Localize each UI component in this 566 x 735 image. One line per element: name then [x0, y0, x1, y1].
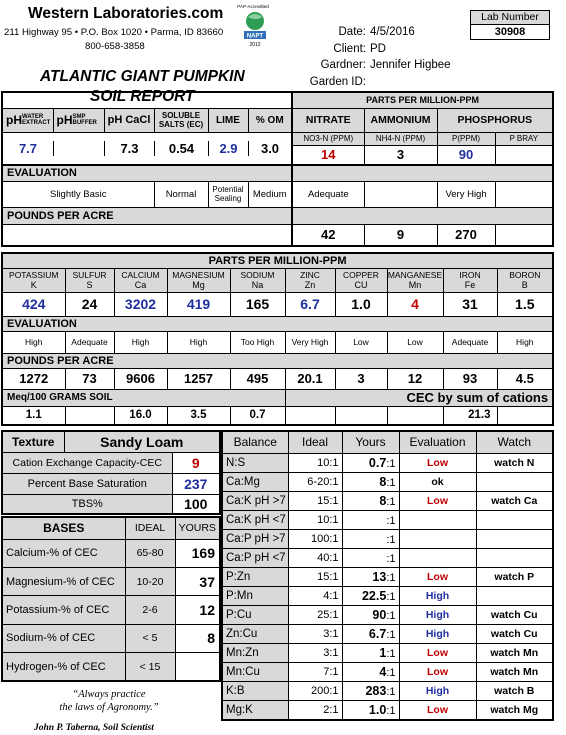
balance-eval: Low	[399, 662, 476, 681]
balance-watch: watch Mg	[476, 700, 553, 720]
micro-eval: Low	[387, 331, 443, 353]
balance-yours-cell	[342, 491, 399, 510]
micro-meq: 21.3	[443, 406, 497, 425]
bases-row	[2, 539, 220, 567]
balance-name: Ca:K pH >7	[222, 491, 288, 510]
balance-yours: 8	[379, 474, 387, 489]
micro-eval: High	[2, 331, 65, 353]
balance-row	[222, 662, 553, 681]
micro-ppa: 495	[230, 368, 285, 389]
micro-head-symbol: Zn	[304, 280, 316, 290]
balance-head-yours: Yours	[342, 431, 399, 453]
base-name: Calcium-% of CEC	[2, 539, 125, 567]
eval-ph: Slightly Basic	[2, 181, 154, 207]
tbs-label: TBS%	[2, 494, 172, 514]
micro-head-name: SULFUR	[72, 270, 107, 280]
micro-value-row	[2, 292, 553, 316]
balance-row	[222, 567, 553, 586]
phosphorus-head: PHOSPHORUS	[437, 108, 553, 132]
balance-name: Ca:P pH >7	[222, 529, 288, 548]
eval-p: Very High	[437, 181, 495, 207]
bases-head: BASES	[2, 517, 125, 539]
balance-row	[222, 643, 553, 662]
micro-meq: 3.5	[167, 406, 230, 425]
balance-ideal: 3:1	[288, 643, 342, 662]
base-yours: 12	[175, 596, 220, 624]
micro-head-name: MANGANESE	[387, 270, 443, 280]
micro-head-symbol: Fe	[464, 280, 476, 290]
ppm-header-micro: PARTS PER MILLION-PPM	[2, 253, 553, 268]
balance-yours-cell	[342, 529, 399, 548]
micro-head-symbol: CU	[354, 280, 368, 290]
micro-value: 31	[443, 292, 497, 316]
balance-ideal: 10:1	[288, 453, 342, 472]
balance-head-watch: Watch	[476, 431, 553, 453]
balance-watch: watch Cu	[476, 624, 553, 643]
agronomy-quote	[0, 688, 218, 714]
balance-name: Ca:P pH <7	[222, 548, 288, 567]
balance-name: K:B	[222, 681, 288, 700]
ppa-no3: 42	[292, 224, 364, 246]
balance-name: Ca:Mg	[222, 472, 288, 491]
micro-value: 424	[2, 292, 65, 316]
balance-watch: watch Mn	[476, 643, 553, 662]
micro-head-symbol: B	[521, 280, 528, 290]
yours-head: YOURS	[175, 517, 220, 539]
micro-value: 419	[167, 292, 230, 316]
base-ideal: 65-80	[125, 539, 175, 567]
ph-water-head: pHWATER EXTRACT	[2, 108, 53, 132]
ratio-suffix: :1	[386, 590, 396, 603]
ideal-head: IDEAL	[125, 517, 175, 539]
balance-eval: High	[399, 681, 476, 700]
ratio-suffix: :1	[386, 495, 396, 508]
balance-yours-cell	[342, 510, 399, 529]
balance-row	[222, 472, 553, 491]
balance-yours-cell	[342, 453, 399, 472]
lab-number-value: 30908	[470, 25, 550, 40]
balance-row	[222, 624, 553, 643]
lab-number-box	[470, 10, 550, 40]
balance-ideal: 3:1	[288, 624, 342, 643]
micro-head-name: COPPER	[343, 270, 379, 280]
bases-row	[2, 624, 220, 652]
balance-eval: Low	[399, 453, 476, 472]
balance-watch: watch Ca	[476, 491, 553, 510]
ammonium-head: AMMONIUM	[364, 108, 437, 132]
balance-name: Mn:Cu	[222, 662, 288, 681]
balance-head-balance: Balance	[222, 431, 288, 453]
lab-number-label: Lab Number	[470, 10, 550, 25]
ratio-suffix: :1	[386, 704, 396, 717]
balance-eval: Low	[399, 491, 476, 510]
micro-head-symbol: Na	[251, 280, 264, 290]
micro-ppa: 1257	[167, 368, 230, 389]
micro-head-b	[497, 268, 553, 292]
balance-yours: 1	[379, 645, 387, 660]
lime-value: 2.9	[209, 141, 249, 156]
base-yours: 37	[175, 567, 220, 595]
base-ideal: 2-6	[125, 596, 175, 624]
micro-ppa: 9606	[114, 368, 167, 389]
micro-value: 1.0	[335, 292, 387, 316]
ph-value-spacer	[2, 132, 292, 165]
gardenid-value	[366, 74, 370, 91]
company-name: Western Laboratories.com	[28, 5, 224, 22]
balance-name: Mn:Zn	[222, 643, 288, 662]
micro-ppa: 93	[443, 368, 497, 389]
lime-head: LIME	[208, 108, 248, 132]
bases-row	[2, 567, 220, 595]
eval-pbray	[495, 181, 553, 207]
micro-meq: 1.1	[2, 406, 65, 425]
balance-eval: Low	[399, 700, 476, 720]
ratio-suffix: :1	[386, 647, 396, 660]
balance-yours: 283	[365, 683, 387, 698]
balance-yours: 4	[379, 664, 387, 679]
ph-smp-head: pHSMP BUFFER	[53, 108, 104, 132]
client-label: Client:	[333, 42, 366, 55]
balance-row	[222, 510, 553, 529]
balance-table	[221, 430, 554, 721]
balance-eval: Low	[399, 567, 476, 586]
balance-name: P:Zn	[222, 567, 288, 586]
balance-watch: watch Mn	[476, 662, 553, 681]
micro-head-name: IRON	[459, 270, 481, 280]
micro-meq	[285, 406, 335, 425]
micro-eval: High	[114, 331, 167, 353]
micro-value: 1.5	[497, 292, 553, 316]
balance-ideal: 100:1	[288, 529, 342, 548]
base-name: Magnesium-% of CEC	[2, 567, 125, 595]
balance-row	[222, 453, 553, 472]
balance-yours: 1.0	[368, 702, 387, 717]
date-label: Date:	[338, 26, 366, 38]
bases-row	[2, 653, 220, 681]
micro-ppa: 73	[65, 368, 114, 389]
micro-ppa: 20.1	[285, 368, 335, 389]
cec-sum-label: CEC by sum of cations	[285, 389, 553, 406]
napt-year: 2012	[249, 42, 261, 48]
evaluation-label-micro: EVALUATION	[2, 316, 553, 331]
texture-value: Sandy Loam	[64, 431, 220, 452]
balance-name: Ca:K pH <7	[222, 510, 288, 529]
p-value: 90	[437, 145, 495, 165]
balance-ideal: 2:1	[288, 700, 342, 720]
report-title-line2: SOIL REPORT	[90, 88, 195, 105]
balance-row	[222, 529, 553, 548]
top-soil-table	[1, 91, 554, 247]
no3-head: NO3-N (PPM)	[292, 132, 364, 145]
napt-label: NAPT	[246, 33, 264, 40]
balance-watch: watch B	[476, 681, 553, 700]
gardner-label: Gardner:	[320, 59, 366, 71]
micro-head-symbol: Mn	[408, 280, 422, 290]
micro-eval: Too High	[230, 331, 285, 353]
balance-watch	[476, 548, 553, 567]
ph-cacl-head: pH CaCl	[104, 108, 154, 132]
micro-head-mn	[387, 268, 443, 292]
base-ideal: 10-20	[125, 567, 175, 595]
balance-name: Zn:Cu	[222, 624, 288, 643]
ratio-suffix: :1	[386, 476, 396, 489]
balance-yours: 6.7	[368, 626, 387, 641]
balance-watch: watch Cu	[476, 605, 553, 624]
balance-head-row	[222, 431, 553, 453]
micro-meq-row	[2, 406, 553, 425]
micro-ppa-row	[2, 368, 553, 389]
base-ideal: < 5	[125, 624, 175, 652]
balance-yours-cell	[342, 681, 399, 700]
balance-ideal: 15:1	[288, 567, 342, 586]
micro-meq	[387, 406, 443, 425]
balance-name: P:Cu	[222, 605, 288, 624]
balance-name: N:S	[222, 453, 288, 472]
ratio-suffix: :1	[386, 552, 396, 565]
micro-head-symbol: Ca	[134, 280, 147, 290]
company-phone: 800-658-3858	[85, 41, 145, 52]
micro-meq	[497, 406, 553, 425]
client-value: PD	[370, 42, 386, 55]
ppm-header-top: PARTS PER MILLION-PPM	[292, 92, 553, 108]
balance-yours-cell	[342, 643, 399, 662]
balance-watch	[476, 586, 553, 605]
ratio-suffix: :1	[386, 533, 396, 546]
gardenid-label: Garden ID:	[309, 75, 366, 88]
ratio-suffix: :1	[386, 628, 396, 641]
micro-head-name: ZINC	[300, 270, 320, 280]
quote-line-2: the laws of Agronomy.”	[59, 702, 159, 713]
balance-row	[222, 491, 553, 510]
micro-head-fe	[443, 268, 497, 292]
micro-head-zn	[285, 268, 335, 292]
base-yours	[175, 653, 220, 681]
micro-ppa: 12	[387, 368, 443, 389]
signature-line: John P. Taberna, Soil Scientist	[34, 723, 154, 733]
balance-ideal: 10:1	[288, 510, 342, 529]
balance-yours-cell	[342, 662, 399, 681]
nitrate-head: NITRATE	[292, 108, 364, 132]
ratio-suffix: :1	[386, 514, 396, 527]
eval-lime: Potential Sealing	[208, 181, 248, 207]
micro-head-name: MAGNESIUM	[172, 270, 225, 280]
balance-eval	[399, 529, 476, 548]
eval-om: Medium	[248, 181, 292, 207]
balance-row	[222, 700, 553, 720]
micro-eval: Low	[335, 331, 387, 353]
balance-yours: 22.5	[361, 588, 387, 603]
balance-ideal: 25:1	[288, 605, 342, 624]
micro-head-cu	[335, 268, 387, 292]
base-ideal: < 15	[125, 653, 175, 681]
balance-yours: 0.7	[368, 455, 387, 470]
balance-eval: ok	[399, 472, 476, 491]
soluble-salts-head: SOLUBLE SALTS (EC)	[154, 108, 208, 132]
micro-head-row	[2, 268, 553, 292]
date-value: 4/5/2016	[370, 26, 415, 38]
micro-head-ca	[114, 268, 167, 292]
balance-watch	[476, 510, 553, 529]
balance-ideal: 4:1	[288, 586, 342, 605]
balance-ideal: 200:1	[288, 681, 342, 700]
balance-row	[222, 586, 553, 605]
cec-label: Cation Exchange Capacity-CEC	[2, 452, 172, 473]
balance-watch	[476, 529, 553, 548]
ratio-suffix: :1	[386, 685, 396, 698]
micro-head-symbol: S	[86, 280, 93, 290]
balance-row	[222, 548, 553, 567]
texture-cec-table	[1, 430, 221, 515]
balance-yours-cell	[342, 700, 399, 720]
micro-meq	[65, 406, 114, 425]
balance-eval	[399, 510, 476, 529]
ppa-label-top: POUNDS PER ACRE	[2, 207, 292, 224]
ppa-p: 270	[437, 224, 495, 246]
ratio-suffix: :1	[386, 666, 396, 679]
base-name: Potassium-% of CEC	[2, 596, 125, 624]
no3-value: 14	[292, 145, 364, 165]
micro-meq	[335, 406, 387, 425]
base-name: Hydrogen-% of CEC	[2, 653, 125, 681]
base-name: Sodium-% of CEC	[2, 624, 125, 652]
bases-row	[2, 596, 220, 624]
balance-yours-cell	[342, 605, 399, 624]
ph-water-value: 7.7	[3, 141, 54, 156]
micro-eval: High	[167, 331, 230, 353]
base-yours: 169	[175, 539, 220, 567]
balance-eval: High	[399, 624, 476, 643]
eval-nh4	[364, 181, 437, 207]
micro-value: 165	[230, 292, 285, 316]
micro-head-k	[2, 268, 65, 292]
evaluation-label-top: EVALUATION	[2, 165, 292, 181]
balance-name: Mg:K	[222, 700, 288, 720]
micro-meq: 0.7	[230, 406, 285, 425]
micro-value: 24	[65, 292, 114, 316]
gardner-value: Jennifer Higbee	[370, 59, 451, 71]
bases-table	[1, 516, 221, 682]
cec-value: 9	[172, 452, 220, 473]
nh4-head: NH4-N (PPM)	[364, 132, 437, 145]
micro-ppa: 4.5	[497, 368, 553, 389]
balance-yours-cell	[342, 567, 399, 586]
pbray-head: P BRAY	[495, 132, 553, 145]
napt-top-text: PAP-Accredited	[237, 4, 269, 9]
nh4-value: 3	[364, 145, 437, 165]
micro-meq: 16.0	[114, 406, 167, 425]
balance-watch: watch P	[476, 567, 553, 586]
micronutrient-table	[1, 252, 554, 426]
micro-head-symbol: K	[30, 280, 37, 290]
napt-logo	[238, 4, 272, 56]
micro-head-s	[65, 268, 114, 292]
quote-line-1: “Always practice	[72, 689, 146, 700]
ph-cacl-value: 7.3	[105, 141, 155, 156]
report-title-line1: ATLANTIC GIANT PUMPKIN	[40, 68, 245, 85]
company-address: 211 Highway 95 • P.O. Box 1020 • Parma, ID 83660	[4, 27, 224, 38]
balance-yours-cell	[342, 472, 399, 491]
balance-head-ideal: Ideal	[288, 431, 342, 453]
meq-label: Meq/100 GRAMS SOIL	[2, 389, 285, 406]
micro-eval-row	[2, 331, 553, 353]
balance-yours: 8	[379, 493, 387, 508]
balance-yours-cell	[342, 548, 399, 567]
balance-yours-cell	[342, 624, 399, 643]
micro-head-name: BORON	[509, 270, 541, 280]
balance-yours: 13	[372, 569, 387, 584]
info-block	[296, 24, 451, 90]
ppa-pbray	[495, 224, 553, 246]
balance-eval	[399, 548, 476, 567]
om-value: 3.0	[260, 140, 280, 156]
eval-soluble: Normal	[154, 181, 208, 207]
micro-value: 3202	[114, 292, 167, 316]
pbray-value	[495, 145, 553, 165]
micro-eval: Adequate	[65, 331, 114, 353]
pppm-head: P(PPM)	[437, 132, 495, 145]
micro-eval: Adequate	[443, 331, 497, 353]
micro-eval: High	[497, 331, 553, 353]
ph-smp-value	[54, 141, 105, 156]
tbs-value: 100	[172, 494, 220, 514]
ppa-label-micro: POUNDS PER ACRE	[2, 353, 553, 368]
napt-seal-icon	[238, 9, 272, 49]
balance-ideal: 15:1	[288, 491, 342, 510]
micro-head-name: SODIUM	[240, 270, 275, 280]
micro-ppa: 3	[335, 368, 387, 389]
balance-ideal: 40:1	[288, 548, 342, 567]
micro-head-name: CALCIUM	[121, 270, 160, 280]
micro-head-mg	[167, 268, 230, 292]
balance-ideal: 7:1	[288, 662, 342, 681]
micro-head-na	[230, 268, 285, 292]
eval-no3: Adequate	[292, 181, 364, 207]
micro-value: 4	[387, 292, 443, 316]
balance-yours: 90	[372, 607, 387, 622]
balance-head-evaluation: Evaluation	[399, 431, 476, 453]
balance-row	[222, 681, 553, 700]
ppa-nh4: 9	[364, 224, 437, 246]
balance-eval: Low	[399, 643, 476, 662]
balance-row	[222, 605, 553, 624]
balance-ideal: 6-20:1	[288, 472, 342, 491]
micro-head-symbol: Mg	[192, 280, 205, 290]
pbs-value: 237	[172, 473, 220, 494]
base-yours: 8	[175, 624, 220, 652]
pbs-label: Percent Base Saturation	[2, 473, 172, 494]
micro-value: 6.7	[285, 292, 335, 316]
micro-eval: Very High	[285, 331, 335, 353]
balance-name: P:Mn	[222, 586, 288, 605]
micro-head-name: POTASSIUM	[9, 270, 59, 280]
om-head: % OM	[248, 108, 292, 132]
texture-label: Texture	[2, 431, 64, 452]
balance-watch	[476, 472, 553, 491]
soluble-value: 0.54	[155, 141, 209, 156]
balance-eval: High	[399, 605, 476, 624]
balance-eval: High	[399, 586, 476, 605]
balance-yours-cell	[342, 586, 399, 605]
ratio-suffix: :1	[386, 609, 396, 622]
ratio-suffix: :1	[386, 457, 396, 470]
micro-ppa: 1272	[2, 368, 65, 389]
ratio-suffix: :1	[386, 571, 396, 584]
balance-watch: watch N	[476, 453, 553, 472]
